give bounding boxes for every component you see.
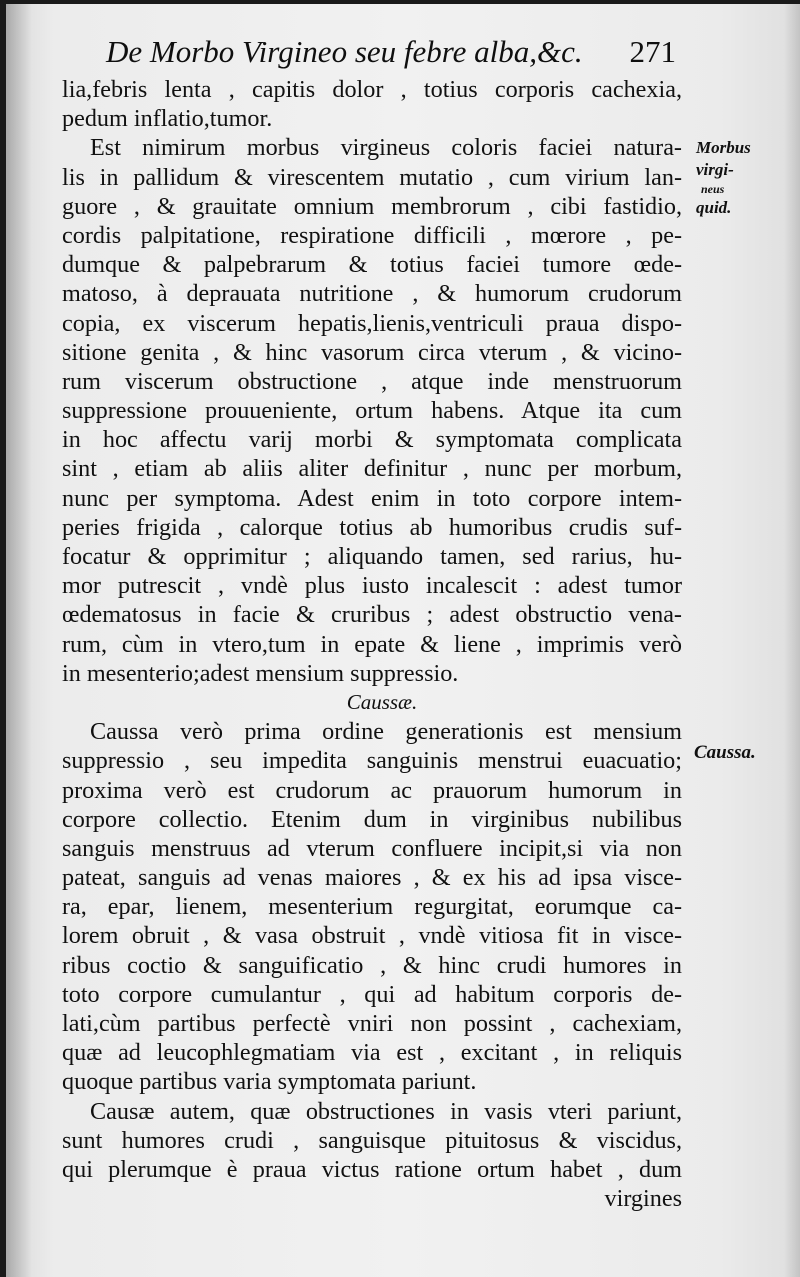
text-line: lis in pallidum & virescentem mutatio , cum virium lan-: [62, 163, 682, 191]
running-title: De Morbo Virgineo seu febre alba,&c.: [106, 34, 583, 69]
text-line: lorem obruit , & vasa obstruit , vndè vitiosa fit in visce-: [62, 922, 682, 950]
text-line: dumque & palpebrarum & totius faciei tumore œde-: [62, 251, 682, 279]
text-line: Est nimirum morbus virgineus coloris faciei natura-: [90, 134, 682, 162]
text-line: peries frigida , calorque totius ab humoribus crudis suf-: [62, 513, 682, 541]
text-line: lia,febris lenta , capitis dolor , totius corporis cachexia,: [62, 76, 682, 103]
margin-note-line: quid.: [696, 198, 732, 217]
margin-note-line: Morbus: [696, 138, 751, 157]
text-line: matoso, à deprauata nutritione , & humorum crudorum: [62, 280, 682, 308]
text-line: pateat, sanguis ad venas maiores , & ex his ad ipsa visce-: [62, 864, 682, 892]
text-line: cordis palpitatione, respiratione difficili , mœrore , pe-: [62, 221, 682, 249]
text-line: quæ ad leucophlegmatiam via est , excitant , in reliquis: [62, 1039, 682, 1067]
catchword: virgines: [604, 1185, 682, 1213]
text-line: copia, ex viscerum hepatis,lienis,ventriculi praua dispo-: [62, 309, 682, 337]
text-line: pedum inflatio,tumor.: [62, 105, 273, 133]
text-line: in hoc affectu varij morbi & symptomata complicata: [62, 426, 682, 454]
text-line: nunc per symptoma. Adest enim in toto corpore intem-: [62, 484, 682, 512]
text-line: suppressione prouueniente, ortum habens. Atque ita cum: [62, 397, 682, 425]
margin-note-morbus: [696, 137, 796, 219]
text-line: Caussa verò prima ordine generationis est mensium: [90, 718, 682, 746]
margin-note-line: neus: [701, 182, 725, 196]
body-text: [62, 75, 682, 1213]
text-line: guore , & grauitate omnium membrorum , cibi fastidio,: [62, 192, 682, 220]
section-heading: Caussæ.: [346, 689, 418, 714]
text-line: œdematosus in facie & cruribus ; adest obstructio vena-: [62, 601, 682, 629]
text-line: corpore collectio. Etenim dum in virginibus nubilibus: [62, 805, 682, 833]
text-line: Causæ autem, quæ obstructiones in vasis vteri pariunt,: [90, 1097, 682, 1125]
page-number: 271: [629, 34, 676, 69]
text-line: sunt humores crudi , sanguisque pituitosus & viscidus,: [62, 1126, 682, 1154]
text-line: lati,cùm partibus perfectè vniri non possint , cachexiam,: [62, 1010, 682, 1037]
text-line: ra, epar, lienem, mesenterium regurgitat, eorumque ca-: [62, 893, 682, 921]
text-line: suppressio , seu impedita sanguinis menstrui euacuatio;: [62, 747, 682, 775]
running-header: [106, 34, 676, 78]
page-gutter-shadow: [6, 4, 32, 1277]
text-line: qui plerumque è praua victus ratione ortum habet , dum: [62, 1155, 682, 1183]
text-line: proxima verò est crudorum ac prauorum humorum in: [62, 776, 682, 804]
text-line: in mesenterio;adest mensium suppressio.: [62, 659, 459, 687]
text-line: rum viscerum obstructione , atque inde menstruorum: [62, 367, 682, 395]
text-line: focatur & opprimitur ; aliquando tamen, sed rarius, hu-: [62, 543, 682, 570]
text-line: toto corpore cumulantur , qui ad habitum corporis de-: [62, 980, 682, 1008]
book-page: [6, 4, 800, 1277]
margin-note-line: virgi-: [696, 160, 734, 179]
text-line: sanguis menstruus ad vterum confluere incipit,si via non: [62, 834, 682, 862]
text-line: rum, cùm in vtero,tum in epate & liene , imprimis verò: [62, 630, 682, 658]
text-line: sint , etiam ab aliis aliter definitur , nunc per morbum,: [62, 455, 682, 483]
text-line: quoque partibus varia symptomata pariunt.: [62, 1068, 477, 1096]
text-line: ribus coctio & sanguificatio , & hinc crudi humores in: [62, 951, 682, 979]
text-line: mor putrescit , vndè plus iusto incalescit : adest tumor: [62, 572, 682, 600]
margin-note-caussa: Caussa.: [694, 742, 756, 763]
text-line: sitione genita , & hinc vasorum circa vterum , & vicino-: [62, 338, 682, 366]
